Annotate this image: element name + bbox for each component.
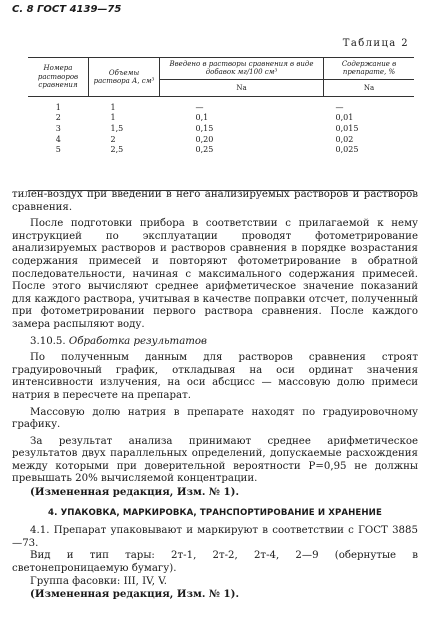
col-subheader-content-na: Na bbox=[324, 79, 415, 96]
cell-content: 0,01 bbox=[335, 113, 354, 123]
cell-added: 0,15 bbox=[195, 123, 214, 133]
table-row bbox=[28, 113, 414, 124]
cell-content: 0,015 bbox=[335, 123, 359, 133]
table-row bbox=[28, 145, 414, 157]
col-subheader-added-na: Na bbox=[160, 79, 324, 96]
amendment-note: (Измененная редакция, Изм. № 1). bbox=[30, 486, 240, 499]
chapter-heading-4: 4. УПАКОВКА, МАРКИРОВКА, ТРАНСПОРТИРОВАНИЕ И ХРАНЕНИЕ bbox=[48, 507, 382, 518]
section-title: Обработка результатов bbox=[68, 335, 207, 347]
col-header-number: Номера растворов сравнения bbox=[28, 58, 89, 97]
cell-volume: 2 bbox=[110, 134, 116, 144]
cell-number: 5 bbox=[55, 145, 61, 155]
cell-content: 0,02 bbox=[335, 134, 354, 144]
table-row bbox=[28, 96, 414, 113]
page-header: С. 8 ГОСТ 4139—75 bbox=[12, 4, 122, 15]
paragraph-4-1: 4.1. Препарат упаковывают и маркируют в соответствии с ГОСТ 3885—73. bbox=[12, 525, 418, 549]
paragraph-continuation: тилен-воздух при введении в него анализируемых растворов и растворов сравнения. bbox=[12, 189, 418, 213]
cell-number: 3 bbox=[55, 123, 61, 133]
body-text bbox=[12, 189, 418, 601]
cell-volume: 1,5 bbox=[110, 123, 124, 133]
cell-number: 2 bbox=[55, 113, 61, 123]
paragraph-sodium-fraction: Массовую долю натрия в препарате находят по градуировочному графику. bbox=[12, 406, 418, 431]
paragraph-packing-group: Группа фасовки: III, IV, V. bbox=[30, 575, 168, 587]
cell-content: 0,025 bbox=[335, 145, 359, 155]
section-heading-3-10-5 bbox=[12, 336, 418, 349]
section-number: 3.10.5. bbox=[30, 335, 66, 347]
paragraph-calibration: По полученным данным для растворов сравнения строят градуировочный график, откладывая на оси ординат значения интенсивности излучения, на оси абсцисс — массовую долю примеси натрия в пересчете на препарат. bbox=[12, 352, 418, 401]
cell-volume: 2,5 bbox=[110, 145, 124, 155]
cell-added: 0,1 bbox=[195, 113, 209, 123]
paragraph-photometry: После подготовки прибора в соответствии с прилагаемой к нему инструкцией по эксплуатации проводят фотометрирование анализируемых растворов и растворов сравнения в порядке возрастания содержания примесей и повторяют фотометрирование в обратной последовательности, начиная с максимального содержания примесей. После этого вычисляют среднее арифметическое значение показаний для каждого раствора, учитывая в качестве поправки отсчет, полученный при фотометрировании первого раствора сравнения. После каждого замера распыляют воду. bbox=[12, 218, 418, 330]
cell-number: 4 bbox=[55, 134, 61, 144]
reference-solutions-table bbox=[28, 57, 414, 157]
amendment-note-2: (Измененная редакция, Изм. № 1). bbox=[30, 588, 240, 601]
col-header-volume: Объемы раствора А, см³ bbox=[89, 58, 160, 97]
table-caption: Таблица 2 bbox=[342, 38, 409, 49]
paragraph-container-type: Вид и тип тары: 2т-1, 2т-2, 2т-4, 2—9 (обернутые в светонепроницаемую бумагу). bbox=[12, 550, 418, 575]
cell-added: — bbox=[195, 102, 204, 112]
paragraph-result: За результат анализа принимают среднее арифметическое результатов двух параллельных определений, допускаемые расхождения между которыми при доверительной вероятности P=0,95 не должны превышать 20% вычисляемой концентрации. bbox=[12, 435, 418, 485]
cell-volume: 1 bbox=[110, 113, 116, 123]
cell-volume: 1 bbox=[110, 102, 116, 112]
col-header-added: Введено в растворы сравнения в виде добавок мг/100 см³ bbox=[160, 58, 324, 80]
cell-added: 0,25 bbox=[195, 145, 214, 155]
cell-added: 0,20 bbox=[195, 134, 214, 144]
table-row bbox=[28, 124, 414, 135]
col-header-content: Содержание в препарате, % bbox=[324, 58, 415, 80]
cell-content: — bbox=[335, 102, 344, 112]
cell-number: 1 bbox=[55, 102, 61, 112]
table-row bbox=[28, 135, 414, 146]
